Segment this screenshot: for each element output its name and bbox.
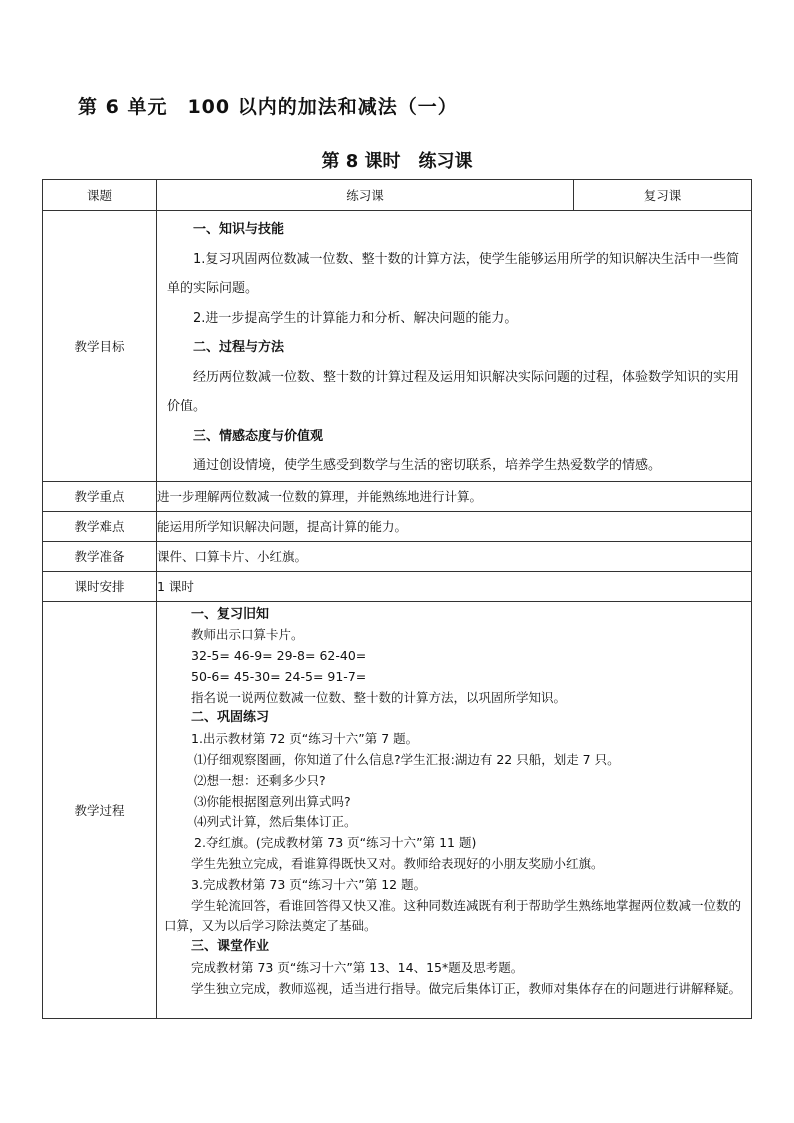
unit-title: 第 6 单元 100 以内的加法和减法（一） bbox=[78, 96, 458, 118]
row-preparation bbox=[43, 541, 752, 571]
row-key-point bbox=[43, 481, 752, 511]
process-line: 学生轮流回答，看谁回答得又快又准。这种同数连减既有利于帮助学生熟练地掌握两位数减一位数的口算，又为以后学习除法奠定了基础。 bbox=[164, 897, 742, 934]
lesson-title: 第 8 课时 练习课 bbox=[321, 151, 473, 172]
process-line: ⑷列式计算，然后集体订正。 bbox=[194, 814, 357, 830]
goals-label: 教学目标 bbox=[43, 211, 157, 482]
row-process bbox=[43, 601, 752, 1018]
goals-heading-attitude: 三、情感态度与价值观 bbox=[193, 428, 324, 444]
process-line: ⑵想一想：还剩多少只? bbox=[194, 772, 326, 788]
process-heading-practice: 二、巩固练习 bbox=[191, 710, 270, 726]
key-point-value: 进一步理解两位数减一位数的算理，并能熟练地进行计算。 bbox=[157, 481, 752, 511]
goals-heading-knowledge: 一、知识与技能 bbox=[193, 222, 285, 237]
difficulty-value: 能运用所学知识解决问题，提高计算的能力。 bbox=[157, 511, 752, 541]
schedule-label: 课时安排 bbox=[43, 571, 157, 601]
goals-heading-process: 二、过程与方法 bbox=[193, 340, 285, 355]
process-line: 学生先独立完成，看谁算得既快又对。教师给表现好的小朋友奖励小红旗。 bbox=[191, 856, 604, 872]
process-line: 2.夺红旗。(完成教材第 73 页“练习十六”第 11 题) bbox=[194, 835, 477, 851]
lesson-plan-table bbox=[42, 179, 752, 1019]
goals-item-1: 1.复习巩固两位数减一位数、整十数的计算方法，使学生能够运用所学的知识解决生活中一些简单的实际问题。 bbox=[167, 251, 739, 296]
row-topic bbox=[43, 180, 752, 211]
process-line: ⑴仔细观察图画，你知道了什么信息?学生汇报:湖边有 22 只船，划走 7 只。 bbox=[194, 752, 620, 768]
row-difficulty bbox=[43, 511, 752, 541]
process-content bbox=[157, 601, 752, 1018]
row-goals bbox=[43, 211, 752, 482]
process-line: 50-6= 45-30= 24-5= 91-7= bbox=[191, 668, 367, 684]
preparation-label: 教学准备 bbox=[43, 541, 157, 571]
process-line: 教师出示口算卡片。 bbox=[191, 627, 304, 643]
goals-item-2: 2.进一步提高学生的计算能力和分析、解决问题的能力。 bbox=[193, 310, 518, 326]
process-heading-homework: 三、课堂作业 bbox=[191, 939, 270, 955]
process-line: 学生独立完成，教师巡视，适当进行指导。做完后集体订正，教师对集体存在的问题进行讲解释疑。 bbox=[191, 980, 742, 996]
process-heading-review: 一、复习旧知 bbox=[191, 606, 270, 622]
process-line: 指名说一说两位数减一位数、整十数的计算方法，以巩固所学知识。 bbox=[191, 689, 567, 705]
topic-type: 复习课 bbox=[574, 180, 752, 211]
process-line: 3.完成教材第 73 页“练习十六”第 12 题。 bbox=[191, 876, 427, 892]
process-line: 完成教材第 73 页“练习十六”第 13、14、15*题及思考题。 bbox=[191, 960, 524, 976]
goals-content bbox=[157, 211, 752, 482]
difficulty-label: 教学难点 bbox=[43, 511, 157, 541]
key-point-label: 教学重点 bbox=[43, 481, 157, 511]
process-label: 教学过程 bbox=[43, 601, 157, 1018]
goals-attitude-text: 通过创设情境，使学生感受到数学与生活的密切联系，培养学生热爱数学的情感。 bbox=[193, 458, 662, 473]
process-line: 32-5= 46-9= 29-8= 62-40= bbox=[191, 648, 367, 664]
process-line: ⑶你能根据图意列出算式吗? bbox=[194, 793, 351, 809]
topic-label: 课题 bbox=[43, 180, 157, 211]
preparation-value: 课件、口算卡片、小红旗。 bbox=[157, 541, 752, 571]
process-line: 1.出示教材第 72 页“练习十六”第 7 题。 bbox=[191, 731, 419, 747]
topic-value: 练习课 bbox=[157, 180, 574, 211]
schedule-value: 1 课时 bbox=[157, 571, 752, 601]
goals-process-text: 经历两位数减一位数、整十数的计算过程及运用知识解决实际问题的过程，体验数学知识的实用价值。 bbox=[167, 369, 740, 414]
row-schedule bbox=[43, 571, 752, 601]
